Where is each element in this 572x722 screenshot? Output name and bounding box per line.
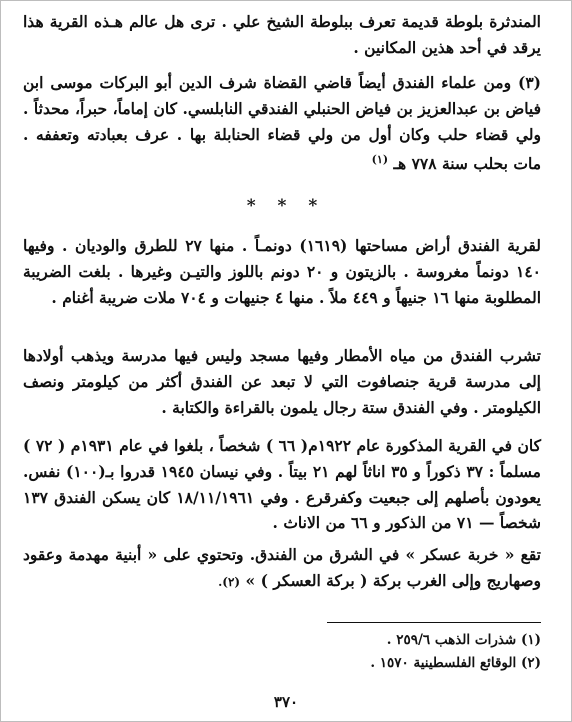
lands-paragraph-text: لقرية الفندق أراض مساحتها (١٦١٩) دونمـاً . منها ٢٧ للطرق والوديان . وفيها ١٤٠ دونماً مغروسة . بالزيتون و ٢٠ دونم باللوز والتيـن وغيرها . بلغت الضريبة المطلوبة منها ١٦ جنيهاً و ٤٤٩ ملاً . منها ٤ جنيهات و ٧٠٤ ملات ضريبة أغنام .	[23, 236, 541, 307]
footnote-1: (١) شذرات الذهب ٢٥٩/٦ .	[386, 632, 541, 648]
population-paragraph	[23, 433, 541, 536]
scholars-paragraph	[23, 70, 541, 177]
footnotes-section	[141, 629, 541, 675]
footnote-2: (٢) الوقائع الفلسطينية ١٥٧٠ .	[370, 655, 541, 671]
top-paragraph	[23, 9, 541, 61]
footnote-ref-2: (٢).	[218, 574, 241, 589]
ruins-paragraph-text: تقع « خربة عسكر » في الشرق من الفندق. وتحتوي على « أبنية مهدمة وعقود وصهاريج وإلى الغرب بركة ( بركة العسكر ) »	[23, 545, 541, 590]
ruins-paragraph-container	[23, 542, 541, 596]
water-paragraph	[23, 343, 541, 420]
top-paragraph-text: المندثرة بلوطة قديمة تعرف ببلوطة الشيخ علي . ترى هل عالم هـذه القرية هذا يرقد في أحد هذين المكانين .	[23, 12, 541, 57]
scholars-paragraph-container	[23, 70, 541, 177]
lands-paragraph	[23, 233, 541, 310]
water-paragraph-text: تشرب الفندق من مياه الأمطار وفيها مسجد وليس فيها مدرسة ويذهب أولادها إلى مدرسة قرية جنصافوت التي لا تبعد عن الفندق أكثر من كيلومتر ونصف الكيلومتر . وفي الفندق ستة رجال يلمون بالقراءة والكتابة .	[23, 346, 541, 417]
footnote-divider	[327, 622, 541, 623]
page-number: ٣٧٠	[273, 693, 299, 711]
scholars-paragraph-text: (٣) ومن علماء الفندق أيضاً قاضي القضاة شرف الدين أبو البركات موسى ابن فياض بن عبدالعزيز بن فياض الحنبلي الفندقي النابلسي. كان إماماً، حبراً، محدثاً . ولي قضاء حلب وكان أول من ولي قضاء الحنابلة بها . عرف بعبادته وتعففه . مات بحلب سنة ٧٧٨ هـ	[23, 73, 541, 174]
footnote-ref-1: (١)	[371, 153, 389, 167]
population-paragraph-text: كان في القرية المذكورة عام ١٩٢٢م( ٦٦ ) شخصاً ، بلغوا في عام ١٩٣١م ( ٧٢ ) مسلماً : ٣٧ ذكوراً و ٣٥ اناثاً لهم ٢١ بيتاً . وفي نيسان ١٩٤٥ قدروا بـ(١٠٠) نفس. يعودون بأصلهم إلى جبعيت وكفرقرع . وفي ١٨/١١/١٩٦١ كان يسكن الفندق ١٣٧ شخصاً — ٧١ من الذكور و ٦٦ من الاناث .	[23, 436, 542, 533]
section-separator: * * *	[246, 196, 326, 216]
ruins-paragraph	[23, 542, 541, 596]
